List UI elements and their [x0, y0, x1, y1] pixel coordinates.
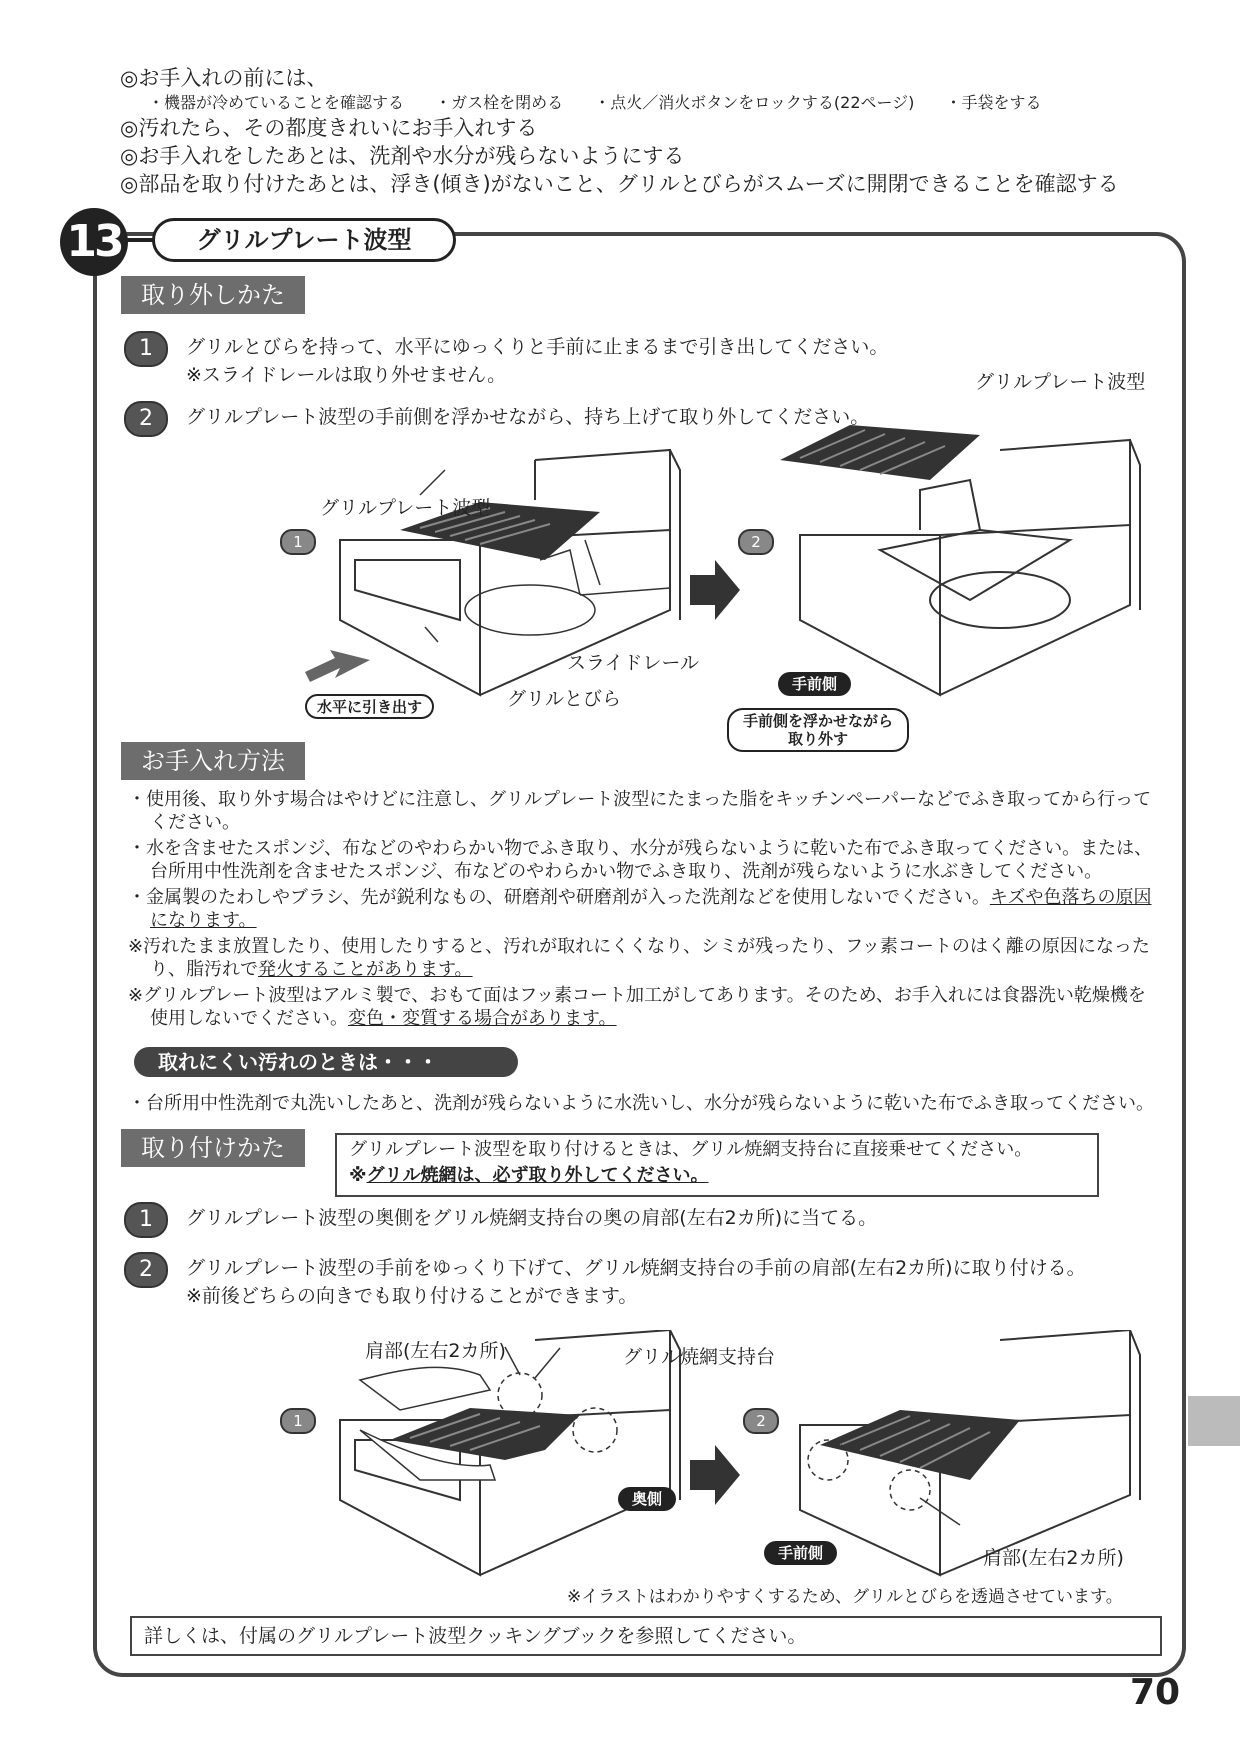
attach-note-warning [349, 1163, 1085, 1189]
care-warning: 変色・変質する場合があります。 [348, 1008, 617, 1029]
intro-sub-item: ・ガス栓を閉める [435, 93, 564, 112]
care-note-text: ※グリルプレート波型はアルミ製で、おもて面はフッ素コート加工がしてあります。そのため、お手入れには食器洗い乾燥機を使用しないでください。 [128, 985, 1146, 1029]
care-note [128, 984, 1158, 1030]
front-side-tag: 手前側 [764, 1541, 837, 1565]
pull-arrow-icon [305, 650, 370, 682]
shoulder-label-bottom: 肩部(左右2カ所) [983, 1547, 1124, 1569]
section-title: グリルプレート波型 [152, 218, 456, 262]
remove-heading: 取り外しかた [121, 276, 305, 314]
pull-out-label: 水平に引き出す [305, 694, 434, 719]
side-index-tab [1188, 1396, 1240, 1446]
care-bullet: ・使用後、取り外す場合はやけどに注意し、グリルプレート波型にたまった脂をキッチンペーパーなどでふき取ってから行ってください。 [128, 789, 1152, 833]
intro-line: ◎お手入れをしたあとは、洗剤や水分が残らないようにする [120, 144, 685, 168]
figure-number: 2 [738, 529, 774, 555]
intro-sub-list [120, 92, 1119, 114]
step-number: 1 [124, 331, 168, 367]
intro-sub-item: ・機器が冷めていることを確認する [148, 93, 405, 112]
care-bullet [128, 886, 1158, 932]
slide-rail-label: スライドレール [567, 652, 700, 674]
attach-note-box [335, 1133, 1099, 1197]
step-number: 2 [124, 401, 168, 437]
next-arrow-icon [690, 1445, 740, 1505]
stubborn-text: ・台所用中性洗剤で丸洗いしたあと、洗剤が残らないように水洗いし、水分が残らないように乾いた布でふき取ってください。 [128, 1093, 1154, 1114]
intro-line: ◎お手入れの前には、 [120, 66, 328, 90]
attach-step1-text: グリルプレート波型の奥側をグリル焼網支持台の奥の肩部(左右2カ所)に当てる。 [186, 1207, 878, 1229]
next-arrow-icon [690, 560, 740, 620]
intro-sub-item: ・手袋をする [945, 93, 1042, 112]
care-warning: 発火することがあります。 [258, 959, 473, 980]
figure-number: 1 [280, 1408, 316, 1434]
illustration-note: ※イラストはわかりやすくするため、グリルとびらを透過させています。 [567, 1587, 1123, 1607]
back-side-tag: 奥側 [618, 1487, 676, 1511]
attach-step2-text: グリルプレート波型の手前をゆっくり下げて、グリル焼網支持台の手前の肩部(左右2カ所)に取り付ける。 [186, 1257, 1086, 1279]
shoulder-label-top: 肩部(左右2カ所) [365, 1340, 506, 1362]
attach-note-line: グリルプレート波型を取り付けるときは、グリル焼網支持台に直接乗せてください。 [349, 1139, 1033, 1160]
section-number-badge: 13 [60, 208, 128, 276]
lift-label-line: 取り外す [787, 730, 848, 748]
remove-illustration [280, 420, 1160, 740]
intro-notes [120, 64, 1119, 198]
plate-label-left: グリルプレート波型 [320, 497, 491, 519]
care-list [128, 788, 1158, 1033]
attach-step2-note: ※前後どちらの向きでも取り付けることができます。 [186, 1285, 638, 1307]
note-warning-text: グリル焼網は、必ず取り外してください。 [366, 1165, 709, 1186]
wave-plate-mounted [820, 1410, 1020, 1480]
plate-label-right: グリルプレート波型 [975, 371, 1146, 393]
care-note-text: ※汚れたまま放置したり、使用したりすると、汚れが取れにくくなり、シミが残ったり、フッ素コートのはく離の原因になったり、脂汚れで [128, 936, 1150, 980]
intro-line: ◎汚れたら、その都度きれいにお手入れする [120, 116, 538, 140]
care-heading: お手入れ方法 [121, 742, 305, 780]
note-mark: ※ [349, 1165, 367, 1186]
stubborn-heading: 取れにくい汚れのときは・・・ [134, 1047, 518, 1077]
care-warning: キズや色落ちの原因になります。 [150, 887, 1152, 931]
grill-door-label: グリルとびら [507, 688, 622, 710]
remove-step2-text: グリルプレート波型の手前側を浮かせながら、持ち上げて取り外してください。 [186, 406, 870, 428]
attach-heading: 取り付けかた [121, 1129, 305, 1167]
front-side-tag: 手前側 [778, 672, 851, 696]
intro-line: ◎部品を取り付けたあとは、浮き(傾き)がないこと、グリルとびらがスムーズに開閉できることを確認する [120, 172, 1119, 196]
wave-plate-tilted [390, 1408, 580, 1460]
wave-plate-right [780, 425, 980, 480]
lift-label [727, 708, 909, 752]
step-number: 1 [124, 1202, 168, 1238]
care-bullet: ・水を含ませたスポンジ、布などのやわらかい物でふき取り、水分が残らないように乾いた布でふき取ってください。または、台所用中性洗剤を含ませたスポンジ、布などのやわらかい物でふき取り、洗剤が残らないように水ぶきしてください。 [128, 838, 1153, 882]
figure-number: 1 [280, 529, 316, 555]
remove-step1-text: グリルとびらを持って、水平にゆっくりと手前に止まるまで引き出してください。 [186, 336, 889, 358]
support-label: グリル焼網支持台 [623, 1346, 776, 1368]
cookbook-reference: 詳しくは、付属のグリルプレート波型クッキングブックを参照してください。 [130, 1616, 1162, 1656]
hand-top-icon [360, 1367, 490, 1410]
care-note [128, 935, 1158, 981]
intro-sub-item: ・点火／消火ボタンをロックする(22ページ) [594, 93, 915, 112]
care-bullet-text: ・金属製のたわしやブラシ、先が鋭利なもの、研磨剤や研磨剤が入った洗剤などを使用しないでください。 [128, 887, 990, 908]
lift-label-line: 手前側を浮かせながら [742, 712, 893, 730]
step-number: 2 [124, 1252, 168, 1288]
page-number: 70 [1130, 1672, 1181, 1713]
remove-step1-note: ※スライドレールは取り外せません。 [186, 364, 507, 386]
figure-number: 2 [743, 1408, 779, 1434]
